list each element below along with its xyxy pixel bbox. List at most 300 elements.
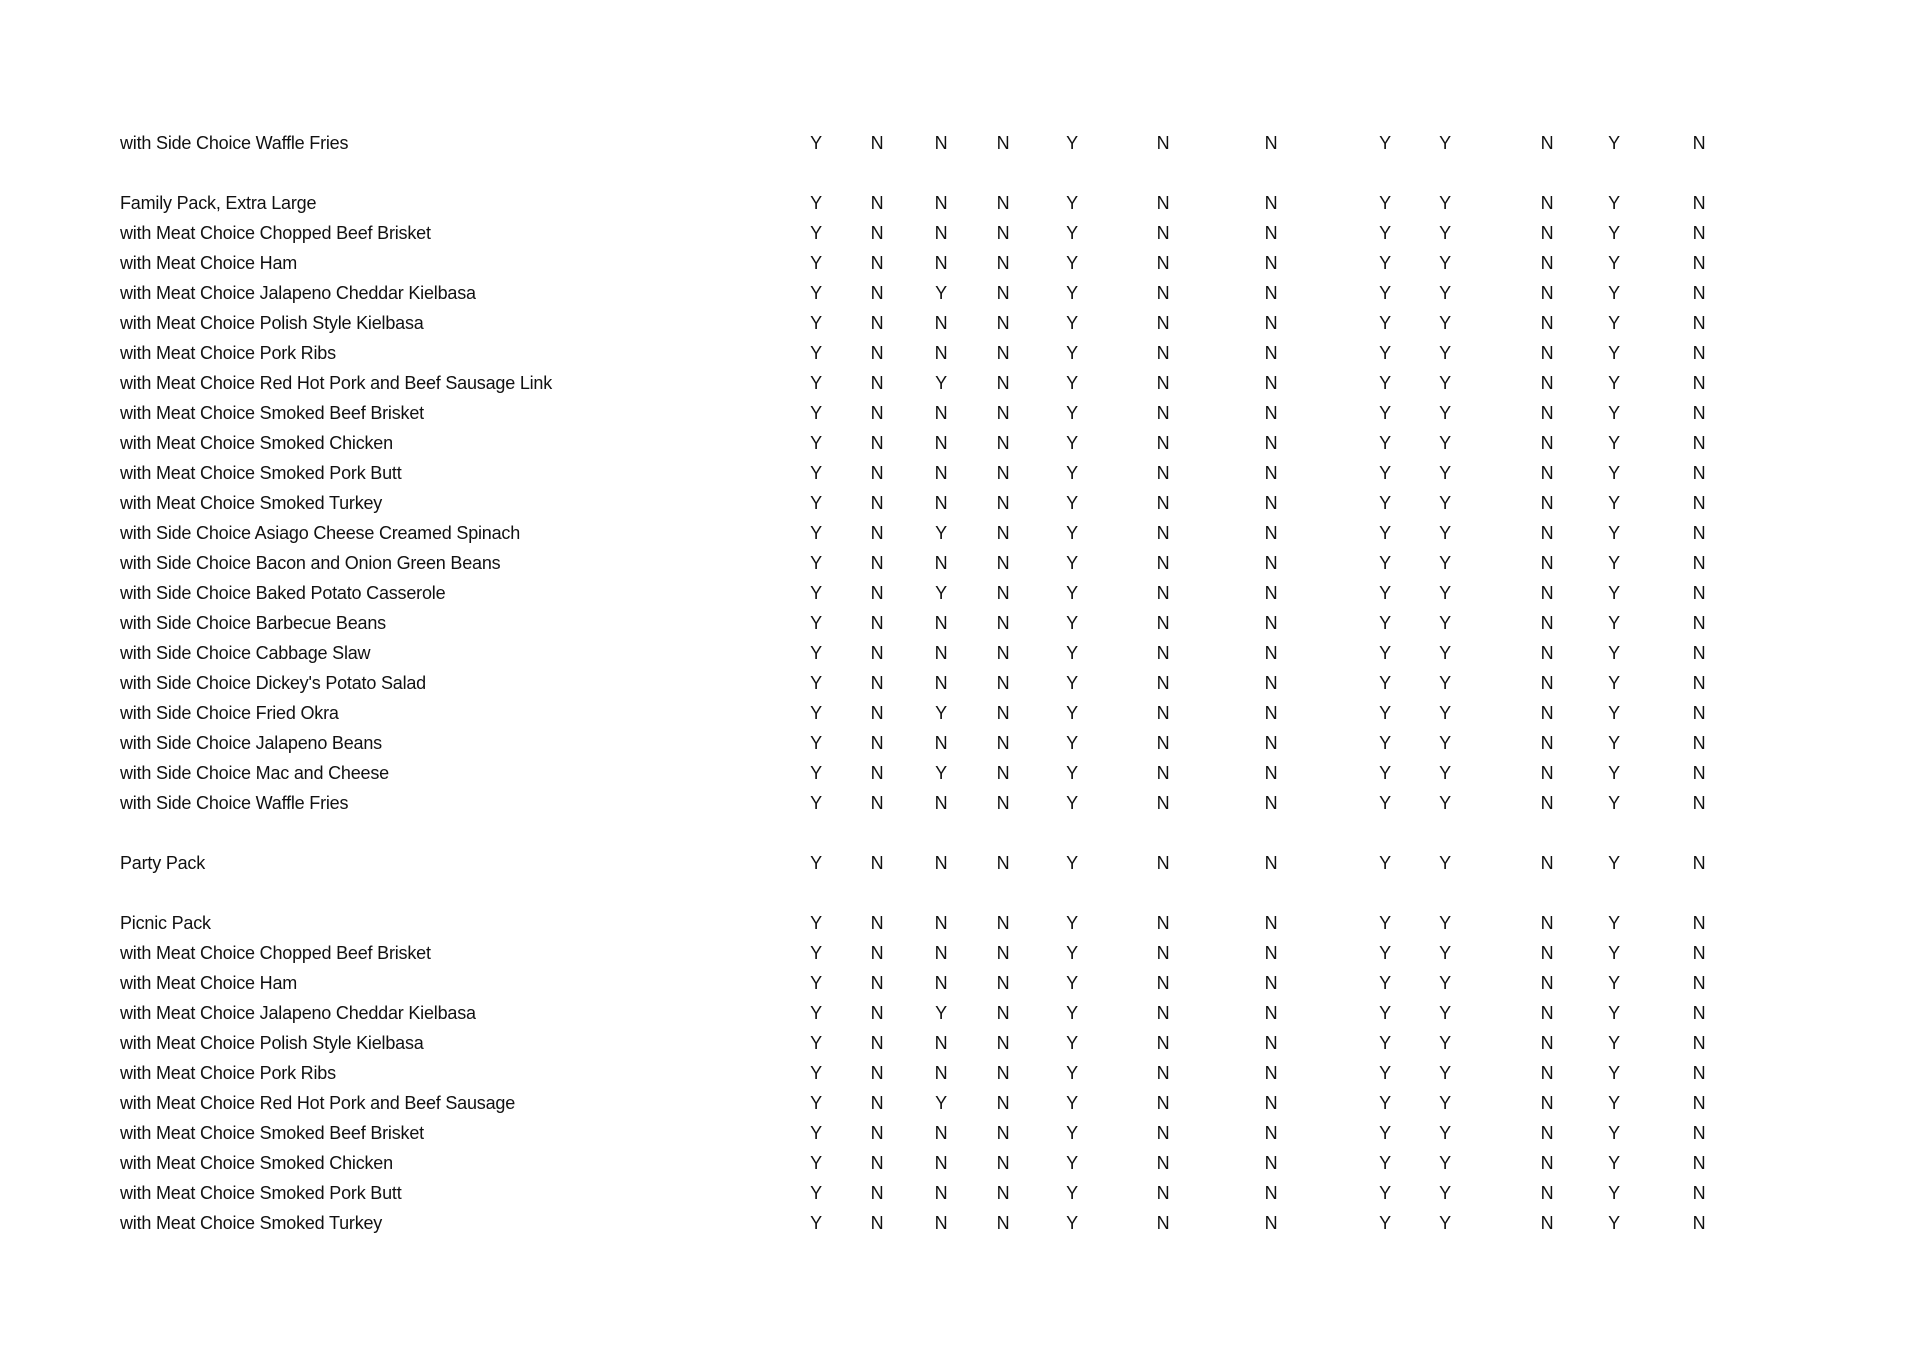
flag-cell: Y — [935, 373, 947, 393]
flag-cell: Y — [935, 283, 947, 303]
flag-cell: Y — [1439, 1183, 1451, 1203]
flag-cell: N — [1156, 283, 1170, 303]
flag-cell: Y — [1379, 1213, 1391, 1233]
flag-cell: N — [1156, 1213, 1170, 1233]
flag-cell: Y — [935, 763, 947, 783]
flag-cell: N — [1692, 1123, 1706, 1143]
flag-cell: Y — [1439, 1003, 1451, 1023]
flag-cell: N — [934, 643, 948, 663]
flag-cell: N — [1692, 1213, 1706, 1233]
flag-cell: N — [1692, 973, 1706, 993]
flag-cell: N — [1156, 1033, 1170, 1053]
flag-cell: Y — [1608, 1153, 1620, 1173]
table-row — [0, 938, 1920, 968]
flag-cell: N — [1156, 703, 1170, 723]
flag-cell: Y — [1379, 133, 1391, 153]
flag-cell: N — [1540, 403, 1554, 423]
flag-cell: Y — [1439, 343, 1451, 363]
flag-cell: Y — [1439, 463, 1451, 483]
item-name: with Meat Choice Red Hot Pork and Beef Sausage Link — [120, 373, 553, 393]
table-row — [0, 758, 1920, 788]
flag-cell: N — [1540, 553, 1554, 573]
flag-cell: N — [870, 1093, 884, 1113]
flag-cell: Y — [1439, 313, 1451, 333]
flag-cell: Y — [1608, 373, 1620, 393]
flag-cell: Y — [810, 1183, 822, 1203]
flag-cell: Y — [1379, 733, 1391, 753]
flag-cell: Y — [810, 553, 822, 573]
flag-cell: Y — [1439, 913, 1451, 933]
flag-cell: N — [1264, 283, 1278, 303]
table-row — [0, 398, 1920, 428]
flag-cell: N — [996, 463, 1010, 483]
flag-cell: Y — [1066, 1003, 1078, 1023]
flag-cell: N — [1540, 283, 1554, 303]
flag-cell: N — [1540, 1063, 1554, 1083]
flag-cell: N — [1540, 523, 1554, 543]
flag-cell: N — [996, 253, 1010, 273]
flag-cell: N — [870, 1153, 884, 1173]
flag-cell: N — [1540, 973, 1554, 993]
flag-cell: N — [1692, 613, 1706, 633]
item-name: with Side Choice Fried Okra — [120, 703, 339, 723]
flag-cell: Y — [1439, 1213, 1451, 1233]
flag-cell: Y — [1066, 853, 1078, 873]
flag-cell: N — [870, 373, 884, 393]
item-name: with Meat Choice Ham — [120, 973, 298, 993]
flag-cell: Y — [810, 1003, 822, 1023]
flag-cell: Y — [1066, 673, 1078, 693]
flag-cell: N — [934, 1123, 948, 1143]
flag-cell: N — [870, 283, 884, 303]
flag-cell: N — [1540, 1153, 1554, 1173]
table-row — [0, 1118, 1920, 1148]
flag-cell: N — [934, 853, 948, 873]
flag-cell: Y — [1379, 463, 1391, 483]
flag-cell: Y — [1379, 583, 1391, 603]
item-name: with Side Choice Mac and Cheese — [120, 763, 389, 783]
flag-cell: N — [1156, 1003, 1170, 1023]
flag-cell: Y — [810, 1033, 822, 1053]
flag-cell: N — [934, 493, 948, 513]
flag-cell: N — [870, 973, 884, 993]
flag-cell: Y — [810, 1213, 822, 1233]
flag-cell: N — [934, 1213, 948, 1233]
flag-cell: N — [1540, 1213, 1554, 1233]
flag-cell: N — [1692, 343, 1706, 363]
flag-cell: Y — [1379, 1153, 1391, 1173]
flag-cell: Y — [810, 1063, 822, 1083]
flag-cell: N — [934, 1183, 948, 1203]
flag-cell: Y — [1439, 373, 1451, 393]
flag-cell: N — [870, 223, 884, 243]
flag-cell: N — [1540, 133, 1554, 153]
flag-cell: N — [1156, 583, 1170, 603]
flag-cell: Y — [1066, 223, 1078, 243]
flag-cell: N — [1264, 943, 1278, 963]
flag-cell: Y — [1379, 613, 1391, 633]
flag-cell: Y — [1066, 283, 1078, 303]
flag-cell: N — [1540, 583, 1554, 603]
flag-cell: N — [934, 1153, 948, 1173]
flag-cell: N — [1692, 553, 1706, 573]
item-name: with Meat Choice Smoked Beef Brisket — [120, 1123, 424, 1143]
flag-cell: Y — [1066, 1123, 1078, 1143]
flag-cell: N — [1156, 1183, 1170, 1203]
flag-cell: N — [870, 493, 884, 513]
flag-cell: Y — [810, 613, 822, 633]
flag-cell: Y — [810, 1153, 822, 1173]
flag-cell: N — [1156, 613, 1170, 633]
flag-cell: N — [1692, 913, 1706, 933]
item-name: with Meat Choice Smoked Pork Butt — [120, 463, 402, 483]
flag-cell: N — [996, 853, 1010, 873]
flag-cell: Y — [1608, 1003, 1620, 1023]
table-row — [0, 1028, 1920, 1058]
table-row — [0, 608, 1920, 638]
flag-cell: N — [1264, 1063, 1278, 1083]
item-name: with Side Choice Waffle Fries — [120, 793, 349, 813]
flag-cell: N — [996, 643, 1010, 663]
item-name: with Meat Choice Jalapeno Cheddar Kielbasa — [120, 1003, 476, 1023]
flag-cell: Y — [1379, 373, 1391, 393]
flag-cell: Y — [1379, 853, 1391, 873]
flag-cell: N — [870, 1033, 884, 1053]
flag-cell: N — [1540, 1123, 1554, 1143]
flag-cell: N — [1540, 1003, 1554, 1023]
flag-cell: Y — [810, 703, 822, 723]
flag-cell: Y — [1066, 1213, 1078, 1233]
flag-cell: N — [1540, 913, 1554, 933]
flag-cell: Y — [1066, 793, 1078, 813]
flag-cell: Y — [1608, 1093, 1620, 1113]
table-row — [0, 278, 1920, 308]
flag-cell: N — [934, 943, 948, 963]
table-row — [0, 1088, 1920, 1118]
flag-cell: N — [870, 463, 884, 483]
flag-cell: Y — [1608, 643, 1620, 663]
flag-cell: Y — [1608, 973, 1620, 993]
flag-cell: Y — [1379, 493, 1391, 513]
flag-cell: Y — [1439, 673, 1451, 693]
flag-cell: N — [1540, 493, 1554, 513]
flag-cell: Y — [1608, 1213, 1620, 1233]
flag-cell: N — [934, 433, 948, 453]
flag-cell: N — [870, 343, 884, 363]
flag-cell: N — [1156, 253, 1170, 273]
flag-cell: Y — [1608, 583, 1620, 603]
flag-cell: Y — [935, 1003, 947, 1023]
flag-cell: Y — [810, 793, 822, 813]
flag-cell: N — [1156, 193, 1170, 213]
table-row — [0, 1148, 1920, 1178]
flag-cell: N — [934, 913, 948, 933]
item-name: with Side Choice Bacon and Onion Green Beans — [120, 553, 501, 573]
flag-cell: N — [996, 673, 1010, 693]
flag-cell: Y — [935, 583, 947, 603]
flag-cell: Y — [1439, 1153, 1451, 1173]
flag-cell: N — [934, 613, 948, 633]
flag-cell: Y — [1066, 1153, 1078, 1173]
flag-cell: N — [1156, 433, 1170, 453]
flag-cell: N — [870, 1003, 884, 1023]
table-row — [0, 248, 1920, 278]
flag-cell: N — [1156, 1063, 1170, 1083]
table-row — [0, 1208, 1920, 1238]
flag-cell: N — [934, 733, 948, 753]
flag-cell: N — [1264, 973, 1278, 993]
flag-cell: Y — [1439, 1063, 1451, 1083]
flag-cell: N — [1264, 1033, 1278, 1053]
flag-cell: N — [996, 1123, 1010, 1143]
flag-cell: N — [1692, 1183, 1706, 1203]
table-row — [0, 668, 1920, 698]
flag-cell: N — [1156, 223, 1170, 243]
flag-cell: Y — [1379, 1003, 1391, 1023]
flag-cell: N — [996, 1063, 1010, 1083]
flag-cell: Y — [1439, 403, 1451, 423]
flag-cell: N — [1264, 313, 1278, 333]
table-row — [0, 308, 1920, 338]
item-name: with Meat Choice Jalapeno Cheddar Kielbasa — [120, 283, 476, 303]
flag-cell: N — [1156, 133, 1170, 153]
flag-cell: N — [870, 253, 884, 273]
flag-cell: N — [1264, 583, 1278, 603]
flag-cell: N — [870, 133, 884, 153]
flag-cell: N — [1264, 853, 1278, 873]
flag-cell: N — [870, 943, 884, 963]
flag-cell: Y — [1066, 253, 1078, 273]
flag-cell: N — [1540, 733, 1554, 753]
table-row — [0, 548, 1920, 578]
flag-cell: Y — [1439, 583, 1451, 603]
flag-cell: Y — [1439, 1123, 1451, 1143]
flag-cell: Y — [1608, 253, 1620, 273]
table-row — [0, 698, 1920, 728]
item-name: with Meat Choice Chopped Beef Brisket — [120, 223, 431, 243]
flag-cell: Y — [810, 223, 822, 243]
flag-cell: Y — [1439, 763, 1451, 783]
flag-cell: N — [996, 1093, 1010, 1113]
flag-cell: N — [1264, 223, 1278, 243]
flag-cell: N — [934, 133, 948, 153]
item-name: with Meat Choice Red Hot Pork and Beef Sausage — [120, 1093, 516, 1113]
flag-cell: N — [1264, 1123, 1278, 1143]
table-row — [0, 728, 1920, 758]
table-row — [0, 488, 1920, 518]
flag-cell: N — [870, 523, 884, 543]
flag-cell: N — [996, 763, 1010, 783]
flag-cell: N — [1264, 913, 1278, 933]
table-row — [0, 908, 1920, 938]
flag-cell: Y — [1608, 763, 1620, 783]
flag-cell: Y — [1608, 1033, 1620, 1053]
flag-cell: Y — [810, 643, 822, 663]
flag-cell: Y — [810, 913, 822, 933]
item-name: with Meat Choice Smoked Chicken — [120, 433, 393, 453]
table-row — [0, 458, 1920, 488]
flag-cell: Y — [1439, 853, 1451, 873]
flag-cell: Y — [935, 703, 947, 723]
flag-cell: Y — [1439, 613, 1451, 633]
flag-cell: N — [870, 643, 884, 663]
flag-cell: N — [1692, 133, 1706, 153]
item-name: with Meat Choice Smoked Turkey — [120, 1213, 383, 1233]
flag-cell: Y — [1379, 403, 1391, 423]
flag-cell: Y — [1379, 313, 1391, 333]
flag-cell: Y — [1608, 733, 1620, 753]
flag-cell: Y — [1379, 283, 1391, 303]
flag-cell: Y — [1439, 793, 1451, 813]
table-row — [0, 788, 1920, 818]
flag-cell: N — [1156, 463, 1170, 483]
flag-cell: Y — [1379, 703, 1391, 723]
flag-cell: N — [996, 583, 1010, 603]
flag-cell: Y — [1439, 283, 1451, 303]
flag-cell: N — [1540, 223, 1554, 243]
flag-cell: Y — [1066, 1063, 1078, 1083]
flag-cell: Y — [1379, 433, 1391, 453]
flag-cell: N — [1264, 553, 1278, 573]
flag-cell: Y — [1439, 433, 1451, 453]
flag-cell: N — [1692, 283, 1706, 303]
flag-cell: N — [1264, 703, 1278, 723]
flag-cell: Y — [1608, 523, 1620, 543]
flag-cell: N — [1156, 913, 1170, 933]
flag-cell: N — [1264, 253, 1278, 273]
table-row — [0, 428, 1920, 458]
flag-cell: Y — [1379, 1123, 1391, 1143]
flag-cell: N — [870, 1123, 884, 1143]
flag-cell: Y — [1379, 793, 1391, 813]
item-name: with Meat Choice Pork Ribs — [120, 1063, 336, 1083]
flag-cell: Y — [1608, 943, 1620, 963]
flag-cell: N — [1156, 373, 1170, 393]
flag-cell: Y — [1439, 973, 1451, 993]
flag-cell: N — [996, 223, 1010, 243]
flag-cell: N — [996, 373, 1010, 393]
flag-cell: Y — [810, 973, 822, 993]
flag-cell: N — [934, 223, 948, 243]
flag-cell: N — [870, 553, 884, 573]
flag-cell: N — [1156, 853, 1170, 873]
flag-cell: N — [996, 193, 1010, 213]
flag-cell: N — [996, 1033, 1010, 1053]
item-name: with Meat Choice Smoked Pork Butt — [120, 1183, 402, 1203]
flag-cell: Y — [810, 853, 822, 873]
flag-cell: Y — [810, 493, 822, 513]
item-name: with Meat Choice Polish Style Kielbasa — [120, 1033, 424, 1053]
flag-cell: N — [870, 703, 884, 723]
flag-cell: N — [1692, 643, 1706, 663]
flag-cell: N — [1156, 793, 1170, 813]
flag-cell: Y — [1439, 703, 1451, 723]
flag-cell: N — [870, 853, 884, 873]
table-row — [0, 338, 1920, 368]
flag-cell: N — [996, 913, 1010, 933]
flag-cell: Y — [1439, 943, 1451, 963]
flag-cell: N — [870, 193, 884, 213]
item-name: with Meat Choice Smoked Beef Brisket — [120, 403, 424, 423]
flag-cell: N — [1540, 673, 1554, 693]
flag-cell: Y — [1066, 373, 1078, 393]
flag-cell: Y — [810, 343, 822, 363]
flag-cell: Y — [1066, 973, 1078, 993]
flag-cell: Y — [1608, 433, 1620, 453]
flag-cell: Y — [1066, 583, 1078, 603]
flag-cell: N — [1264, 1213, 1278, 1233]
flag-cell: Y — [1439, 733, 1451, 753]
flag-cell: Y — [810, 733, 822, 753]
item-name: with Side Choice Jalapeno Beans — [120, 733, 382, 753]
flag-cell: N — [870, 313, 884, 333]
flag-cell: Y — [1066, 523, 1078, 543]
flag-cell: Y — [1379, 553, 1391, 573]
item-name: with Side Choice Barbecue Beans — [120, 613, 386, 633]
flag-cell: N — [1264, 523, 1278, 543]
flag-cell: N — [1264, 733, 1278, 753]
flag-cell: N — [934, 1033, 948, 1053]
flag-cell: Y — [1439, 493, 1451, 513]
flag-cell: N — [996, 433, 1010, 453]
flag-cell: N — [1156, 313, 1170, 333]
flag-cell: Y — [1439, 133, 1451, 153]
flag-cell: N — [1692, 763, 1706, 783]
flag-cell: N — [870, 913, 884, 933]
flag-cell: N — [1692, 373, 1706, 393]
flag-cell: N — [870, 613, 884, 633]
flag-cell: Y — [1608, 853, 1620, 873]
flag-cell: N — [1692, 793, 1706, 813]
table-row — [0, 188, 1920, 218]
flag-cell: Y — [810, 283, 822, 303]
flag-cell: Y — [1066, 1093, 1078, 1113]
flag-cell: Y — [1066, 763, 1078, 783]
item-name: with Meat Choice Pork Ribs — [120, 343, 336, 363]
flag-cell: Y — [1608, 673, 1620, 693]
flag-cell: N — [996, 343, 1010, 363]
item-name: with Meat Choice Smoked Turkey — [120, 493, 383, 513]
flag-cell: Y — [810, 433, 822, 453]
flag-cell: N — [996, 1183, 1010, 1203]
item-name: with Side Choice Dickey's Potato Salad — [120, 673, 426, 693]
item-name: with Side Choice Baked Potato Casserole — [120, 583, 446, 603]
flag-cell: Y — [1066, 553, 1078, 573]
flag-cell: Y — [1439, 253, 1451, 273]
flag-cell: Y — [1608, 223, 1620, 243]
flag-cell: N — [996, 1003, 1010, 1023]
item-name: with Meat Choice Polish Style Kielbasa — [120, 313, 424, 333]
flag-cell: Y — [1608, 343, 1620, 363]
flag-cell: N — [1264, 433, 1278, 453]
flag-cell: Y — [1066, 403, 1078, 423]
flag-cell: N — [934, 793, 948, 813]
flag-cell: N — [1264, 763, 1278, 783]
flag-cell: N — [1156, 553, 1170, 573]
item-name: with Side Choice Waffle Fries — [120, 133, 349, 153]
flag-cell: N — [1692, 523, 1706, 543]
flag-cell: N — [934, 673, 948, 693]
flag-cell: Y — [1379, 253, 1391, 273]
flag-cell: N — [996, 133, 1010, 153]
flag-cell: N — [1692, 673, 1706, 693]
flag-cell: Y — [1608, 283, 1620, 303]
flag-cell: Y — [1379, 1183, 1391, 1203]
table-row — [0, 998, 1920, 1028]
flag-cell: Y — [1379, 643, 1391, 663]
flag-cell: N — [996, 313, 1010, 333]
table-row — [0, 1178, 1920, 1208]
